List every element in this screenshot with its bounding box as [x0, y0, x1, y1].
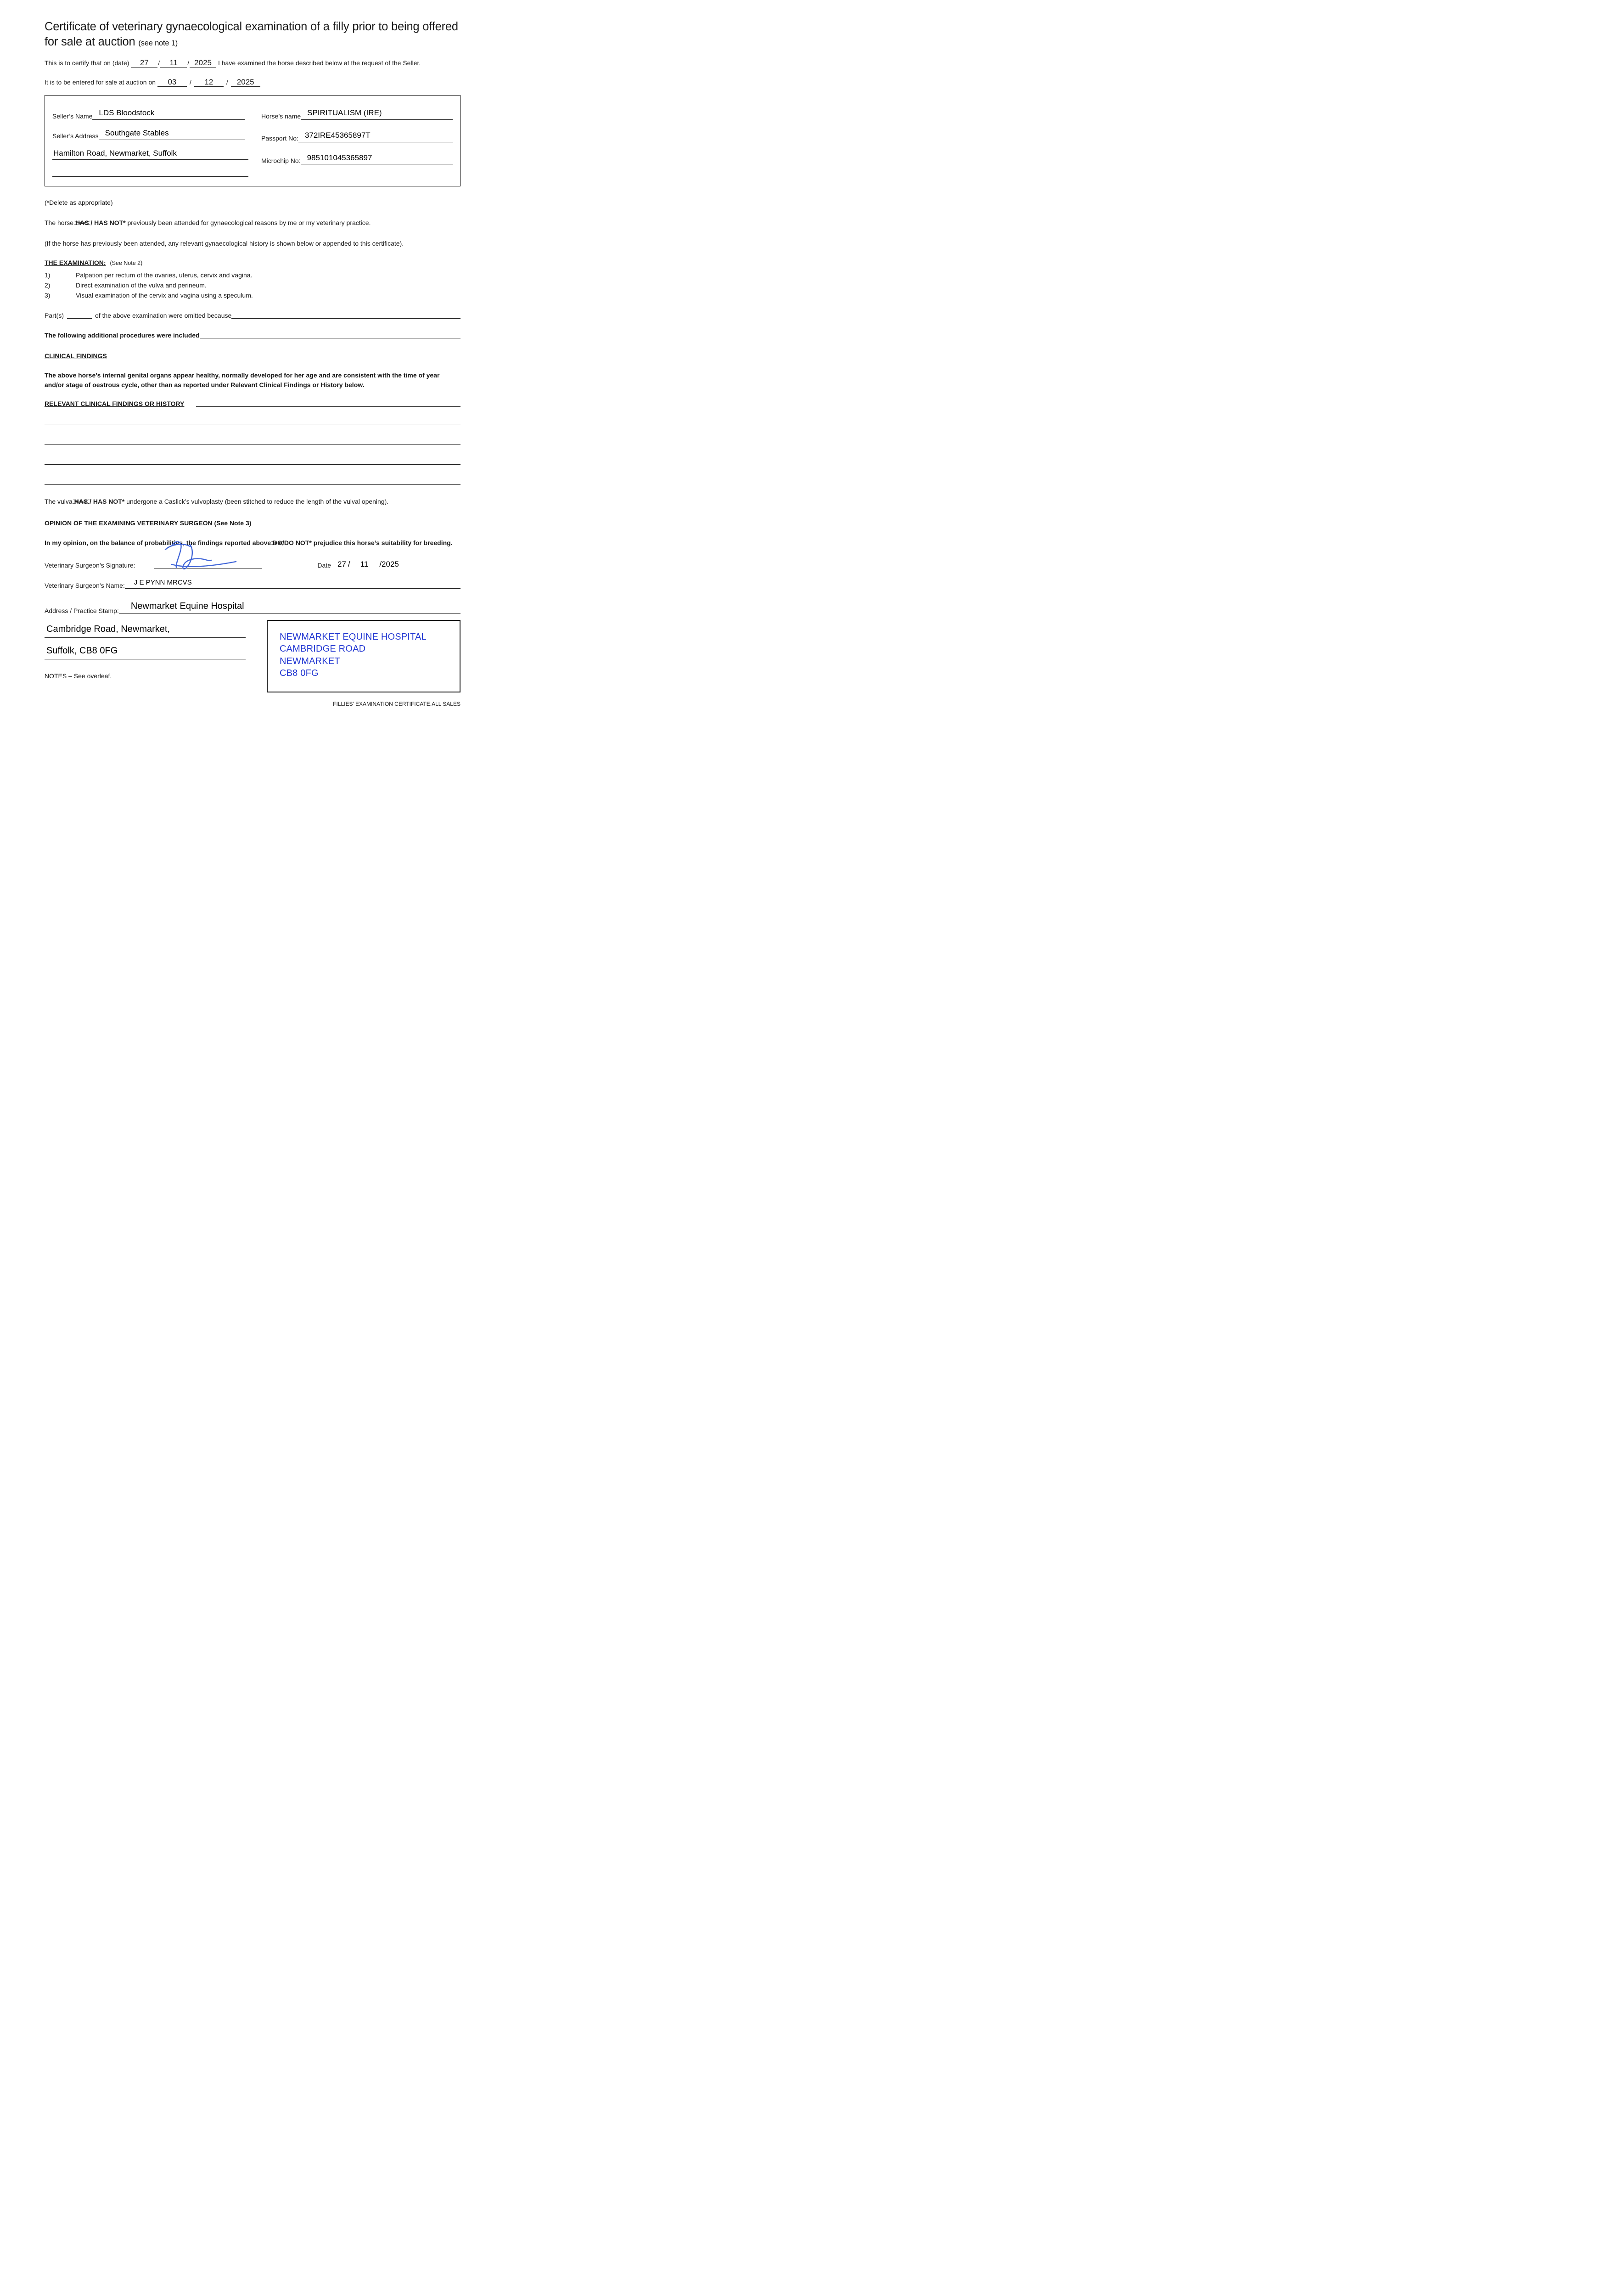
blank-line: [45, 444, 461, 445]
seller-address-blank-row: [52, 168, 261, 178]
exam-date-year: 2025: [190, 58, 216, 68]
relevant-findings-line: [45, 399, 461, 408]
signature-scribble: [159, 537, 241, 575]
clinical-findings-paragraph: The above horse’s internal genital organs appear healthy, normally developed for her age and are consistent with the time of year and/or stage of oestrous cycle, other than as reported under Relevant Clinical Findings or History below.: [45, 371, 440, 388]
date-slash: /: [187, 59, 190, 67]
seller-address-line2-value: Hamilton Road, Newmarket, Suffolk: [52, 148, 248, 160]
microchip-label: Microchip No:: [261, 157, 301, 164]
item-text: Palpation per rectum of the ovaries, uterus, cervix and vagina.: [76, 271, 253, 279]
stamp-line: NEWMARKET EQUINE HOSPITAL: [280, 631, 427, 642]
address-column: [45, 622, 260, 681]
blank-line: [67, 318, 92, 319]
item-text: Direct examination of the vulva and perineum.: [76, 281, 207, 289]
exam-date-day: 27: [131, 58, 157, 68]
kept-has-not: HAS NOT*: [93, 498, 125, 506]
horse-name-row: [261, 107, 453, 121]
item-number: 2): [45, 281, 51, 289]
bottom-section: [45, 622, 461, 692]
title-note: (see note 1): [138, 39, 178, 47]
opinion-paragraph: [45, 538, 461, 547]
parts-prefix: Part(s): [45, 311, 64, 319]
examination-item: [45, 291, 461, 301]
signature-line: [154, 558, 262, 568]
seller-address-continuation-row: [52, 148, 261, 161]
choice-separator: /: [89, 219, 95, 226]
relevant-findings-heading: RELEVANT CLINICAL FINDINGS OR HISTORY: [45, 400, 185, 407]
signature-date-year: 2025: [382, 559, 399, 568]
practice-stamp: [267, 620, 461, 692]
certify-prefix: This is to certify that on (date): [45, 59, 129, 67]
signature-date-month: 11: [360, 559, 369, 568]
seller-address-line1-value: Southgate Stables: [99, 128, 245, 140]
passport-label: Passport No:: [261, 135, 298, 142]
history-note: (If the horse has previously been attended, any relevant gynaecological history is shown below or appended to this certificate).: [45, 239, 404, 247]
examination-item: [45, 270, 461, 281]
passport-row: [261, 130, 453, 143]
opinion-heading: OPINION OF THE EXAMINING VETERINARY SURGEON (See Note 3): [45, 519, 252, 527]
footer-text: FILLIES’ EXAMINATION CERTIFICATE.ALL SALES: [333, 700, 461, 707]
signature-date-day: 27: [337, 559, 346, 568]
microchip-row: [261, 152, 453, 166]
surgeon-name-value: J E PYNN MRCVS: [134, 579, 192, 587]
passport-value: 372IRE45365897T: [298, 130, 453, 142]
auction-line: [45, 78, 461, 87]
parts-omitted-line: [45, 311, 461, 320]
item-number: 1): [45, 271, 51, 279]
item-text: Visual examination of the cervix and vagina using a speculum.: [76, 291, 253, 299]
blank-line: [45, 484, 461, 485]
struck-has: HAS: [74, 497, 88, 506]
vulva-choice: [74, 498, 125, 505]
stamp-line: CB8 0FG: [280, 668, 319, 679]
page-title: [45, 19, 461, 49]
examination-heading-note: (See Note 2): [110, 260, 143, 267]
signature-row: [45, 558, 461, 570]
address-line-1: [45, 622, 246, 638]
attended-choice: [75, 219, 126, 226]
examination-heading: [45, 258, 461, 267]
practice-address-row: [45, 600, 461, 615]
blank-line: [196, 406, 461, 407]
attended-prefix: The horse: [45, 219, 74, 226]
auction-date-year: 2025: [231, 78, 260, 87]
kept-do-not: /DO NOT*: [282, 539, 312, 546]
notes-overleaf-line: NOTES – See overleaf.: [45, 672, 112, 680]
additional-label: The following additional procedures were included: [45, 331, 200, 339]
auction-date-day: 03: [157, 78, 187, 87]
vulva-suffix: undergone a Caslick’s vulvoplasty (been stitched to reduce the length of the vulval opening).: [126, 498, 389, 506]
examination-heading-text: THE EXAMINATION:: [45, 259, 106, 267]
blank-line: [52, 168, 248, 177]
surgeon-name-label: Veterinary Surgeon’s Name:: [45, 581, 125, 589]
seller-address-row: [52, 128, 261, 141]
vulva-prefix: The vulva: [45, 498, 73, 506]
auction-prefix: It is to be entered for sale at auction on: [45, 78, 156, 86]
auction-date-month: 12: [194, 78, 224, 87]
horse-details-column: [261, 107, 453, 178]
seller-details-column: [52, 107, 261, 178]
date-slash: /: [158, 59, 160, 67]
seller-name-label: Seller’s Name: [52, 112, 93, 120]
item-number: 3): [45, 291, 51, 299]
date-slash: /: [189, 78, 191, 86]
kept-has-not: HAS NOT*: [94, 219, 126, 226]
practice-name-value: Newmarket Equine Hospital: [130, 601, 244, 611]
certify-suffix: I have examined the horse described below at the request of the Seller.: [218, 59, 421, 67]
date-slash: /: [348, 559, 350, 568]
horse-seller-details-box: [45, 95, 461, 186]
stamp-line: CAMBRIDGE ROAD: [280, 644, 366, 654]
title-text: Certificate of veterinary gynaecological examination of a filly prior to being offered for sale at auction: [45, 20, 458, 48]
date-label: Date: [317, 561, 331, 569]
additional-procedures-line: [45, 331, 461, 340]
clinical-findings-heading: CLINICAL FINDINGS: [45, 352, 107, 360]
struck-has: HAS: [75, 218, 89, 227]
caslick-line: [45, 497, 461, 506]
attended-suffix: previously been attended for gynaecological reasons by me or my veterinary practice.: [127, 219, 371, 226]
exam-date-month: 11: [160, 58, 187, 68]
date-slash: /: [379, 559, 382, 568]
blank-line: [45, 464, 461, 465]
stamp-line: NEWMARKET: [280, 656, 340, 666]
choice-separator: /: [88, 498, 93, 506]
delete-as-appropriate-note: (*Delete as appropriate): [45, 199, 113, 207]
practice-name-line: [119, 600, 461, 614]
surgeon-name-line: [125, 578, 461, 589]
seller-name-row: [52, 107, 261, 121]
address-stamp-label: Address / Practice Stamp:: [45, 607, 119, 614]
seller-name-value: LDS Bloodstock: [92, 107, 245, 120]
horse-name-value: SPIRITUALISM (IRE): [301, 107, 453, 120]
blank-line: [231, 318, 461, 319]
address-line-1-value: Cambridge Road, Newmarket,: [46, 624, 170, 634]
signature-label: Veterinary Surgeon’s Signature:: [45, 561, 135, 569]
opinion-suffix: prejudice this horse’s suitability for breeding.: [313, 539, 453, 546]
struck-do: DO: [273, 538, 282, 547]
microchip-value: 985101045365897: [301, 152, 453, 165]
surgeon-name-row: [45, 578, 461, 590]
seller-address-label: Seller’s Address: [52, 132, 99, 140]
date-slash: /: [226, 78, 228, 86]
previously-attended-line: [45, 218, 461, 227]
parts-mid: of the above examination were omitted because: [95, 311, 232, 319]
opinion-prefix: In my opinion, on the balance of probabilities, the findings reported above: [45, 539, 271, 546]
horse-name-label: Horse’s name: [261, 112, 301, 120]
certify-line: [45, 58, 461, 68]
certificate-page: [0, 0, 505, 715]
examination-item: [45, 281, 461, 291]
address-line-2: [45, 643, 246, 659]
address-line-2-value: Suffolk, CB8 0FG: [46, 645, 118, 656]
examination-list: [45, 270, 461, 300]
